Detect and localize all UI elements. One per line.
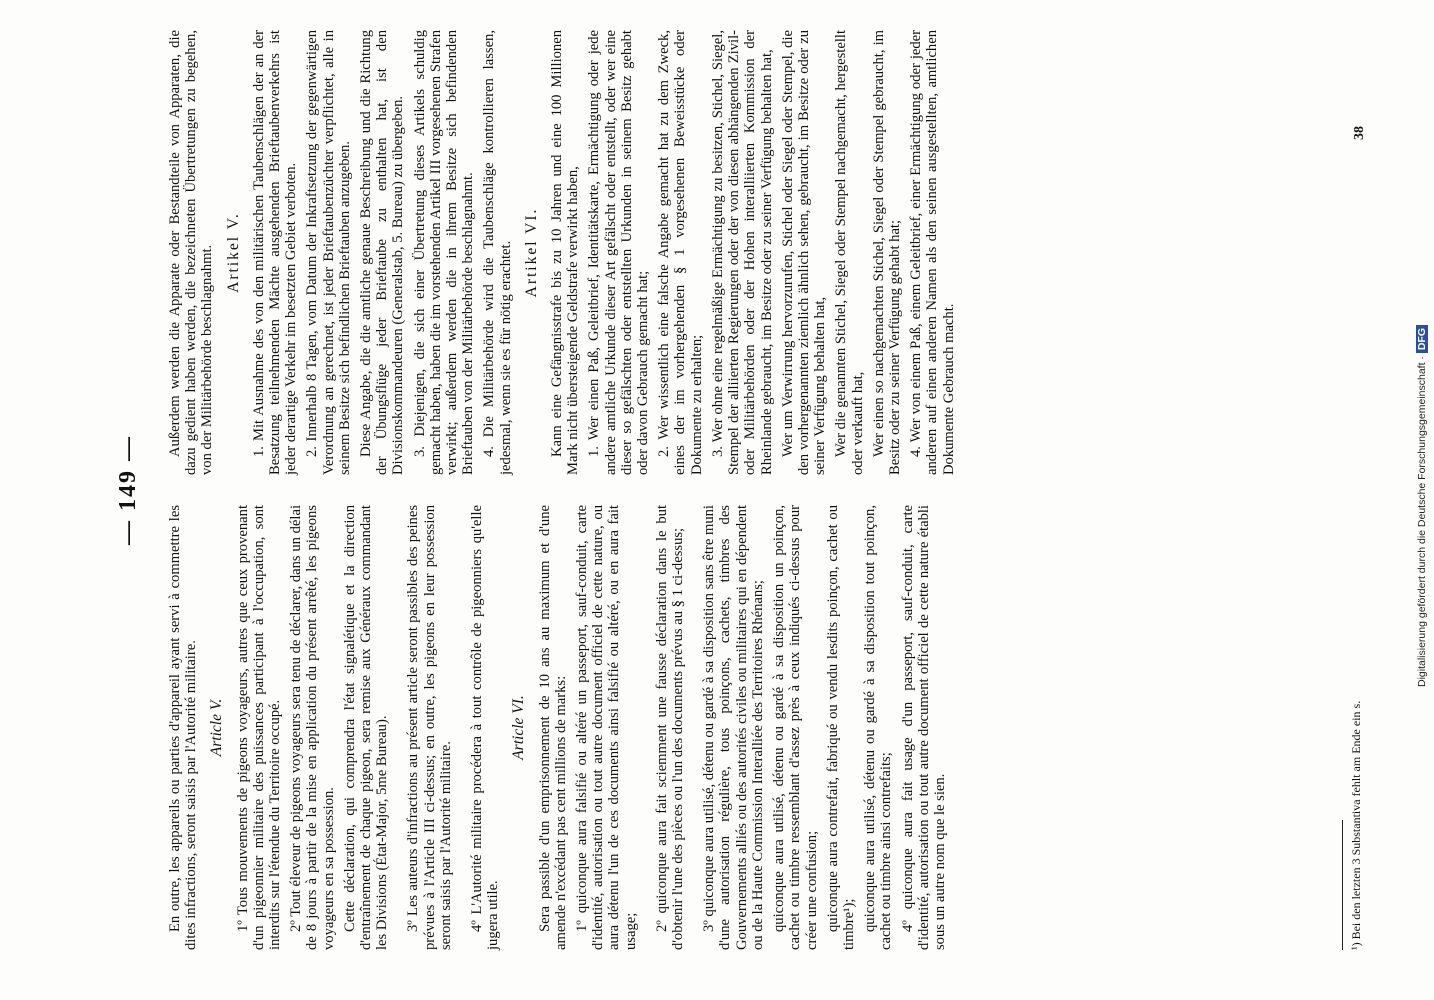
paragraph: 2º Tout éleveur de pigeons voyageurs sera tenu de déclarer, dans un délai de 8 jours à partir de la mise en application du présent arrêté, les pigeons voyageurs en sa possession.	[288, 505, 337, 950]
paragraph: Wer um Verwirrung hervorzurufen, Stichel oder Siegel oder Stempel, die den vorhergenannten ziemlich ähnlich sehen, gebraucht, im Besitze oder zu seiner Verfügung behalten hat,	[779, 30, 829, 475]
paragraph: 3. Diejenigen, die sich einer Übertretung dieses Artikels schuldig gemacht haben, haben die im vorstehenden Artikel III vorgesehenen Strafen verwirkt; außerdem werden die in ihrem Besitze sich befindenden Brieftauben von der Militärbehörde beschlagnahmt.	[411, 30, 477, 475]
paragraph: Cette déclaration, qui comprendra l'état signalétique et la direction d'entraînement de chaque pigeon, sera remise aux Généraux commandant les Divisions (État-Major, 5me Bureau).	[341, 505, 391, 950]
paragraph: 4º quiconque aura fait usage d'un passeport, sauf-conduit, carte d'identité, autorisation ou tout autre document officiel de cette nature établi sous un autre nom que le sien.	[899, 505, 948, 950]
paragraph: Kann eine Gefängnisstrafe bis zu 10 Jahren und eine 100 Millionen Mark nicht übersteigende Geldstrafe verwirkt haben,	[549, 30, 582, 475]
german-column	[167, 30, 962, 475]
credit-text: Digitalisierung gefördert durch die Deutsche Forschungsgemeinschaft ·	[1416, 356, 1428, 688]
article-heading: Artikel V.	[224, 212, 242, 293]
paragraph: 2. Wer wissentlich eine falsche Angabe gemacht hat zu dem Zweck, eines der im vorhergehenden § 1 vorgesehenen Beweisstücke oder Dokumente zu erhalten;	[656, 30, 705, 475]
paragraph: quiconque aura utilisé, détenu ou gardé à sa disposition tout poinçon, cachet ou timbre ainsi contrefaits;	[862, 505, 895, 950]
footnote: ¹) Bei den letzten 3 Substantiva fehlt am Ende ein s.	[1349, 700, 1363, 950]
paragraph: 2. Innerhalb 8 Tagen, vom Datum der Inkraftsetzung der gegenwärtigen Verordnung an gerechnet, ist jeder Brieftaubenzüchter verpflichtet, alle in seinem Besitze sich befindlichen Brieftauben anzugeben.	[304, 30, 353, 475]
paragraph: 2º quiconque aura fait sciemment une fausse déclaration dans le but d'obtenir l'une des pièces ou l'un des documents prévus au § 1 ci-dessus;	[653, 505, 687, 950]
paragraph: 4º L'Autorité militaire procédera à tout contrôle de pigeonniers qu'elle jugera utile.	[469, 505, 502, 950]
page-header: — 149 —	[115, 435, 141, 545]
paragraph: quiconque aura contrefait, fabriqué ou vendu lesdits poinçon, cachet ou timbre¹);	[824, 505, 857, 950]
paragraph: 3º quiconque aura utilisé, détenu ou gardé à sa disposition sans être muni d'une autorisation régulière, tous poinçons, cachets, timbres des Gouvernements alliés ou des autorités civiles ou militaires qui en dépendent ou de la Haute Commission Interalliée des Territoires Rhénans;	[701, 505, 766, 950]
paragraph: Wer die genannten Stichel, Siegel oder Stempel nachgemacht, hergestellt oder verkauft hat,	[833, 30, 866, 475]
article-heading: Article V.	[208, 698, 226, 757]
paragraph: 1. Wer einen Paß, Geleitbrief, Identitätskarte, Ermächtigung oder jede andere amtliche Urkunde dieser Art gefälscht oder entstellt, oder wer eine dieser so gefälschten oder entstellten Urkunden in seinem Besitz gehabt oder davon Gebrauch gemacht hat;	[586, 30, 652, 475]
paragraph: 4. Wer von einem Paß, einem Geleitbrief, einer Ermächtigung oder jeder anderen auf einen anderen Namen als den seinen ausgestellten, amtlichen Dokumente Gebrauch macht.	[908, 30, 957, 475]
footnote-rule	[1342, 820, 1343, 950]
rotated-document-page	[107, 20, 1407, 960]
paragraph: En outre, les appareils ou parties d'appareil ayant servi à commettre les dites infractions, seront saisis par l'Autorité militaire.	[167, 505, 200, 950]
paragraph: Wer einen so nachgemachten Stichel, Siegel oder Stempel gebraucht, im Besitz oder zu seiner Verfügung gehabt hat;	[870, 30, 903, 475]
paragraph: 1º quiconque aura falsifié ou altéré un passeport, sauf-conduit, carte d'identité, autorisation ou tout autre document officiel de cette nature, ou aura détenu l'un de ces documents ainsi falsifié ou altéré, ou en aura fait usage;	[574, 505, 639, 950]
paragraph: 1º Tous mouvements de pigeons voyageurs, autres que ceux provenant d'un pigeonnier militaire des puissances participant à l'occupation, sont interdits sur l'étendue du Territoire occupé.	[234, 505, 284, 950]
paragraph: Außerdem werden die Apparate oder Bestandteile von Apparaten, die dazu gedient haben werden, die bezeichneten Übertretungen zu begehen, von der Militärbehörde beschlagnahmt.	[167, 30, 216, 475]
paragraph: 4. Die Militärbehörde wird die Taubenschläge kontrollieren lassen, jedesmal, wenn sie es für nötig erachtet.	[481, 30, 514, 475]
paragraph: 3. Wer ohne eine regelmäßige Ermächtigung zu besitzen, Stichel, Siegel, Stempel der alliierten Regierungen oder der von diesen abhängenden Zivil- oder Militärbehörden oder der Hohen interalliierten Kommission der Rheinlande gebraucht, im Besitze oder zu seiner Verfügung behalten hat,	[709, 30, 775, 475]
french-column	[167, 505, 953, 950]
paragraph: Diese Angabe, die die amtliche genaue Beschreibung und die Richtung der Übungsflüge jeder Brieftaube zu enthalten hat, ist den Divisionskommandeuren (Generalstab, 5. Bureau) zu übergeben.	[358, 30, 407, 475]
digitization-credit	[1413, 10, 1431, 990]
article-heading: Artikel VI.	[522, 207, 540, 298]
dfg-logo: DFG	[1416, 325, 1428, 353]
folio-number: 38	[1352, 126, 1367, 140]
paragraph: 3º Les auteurs d'infractions au présent article seront passibles des peines prévues à l'Article III ci-dessus; en outre, les pigeons en leur possession seront saisis par l'Autorité militaire.	[405, 505, 454, 950]
paragraph: 1. Mit Ausnahme des von den militärischen Taubenschlägen der an der Besatzung teilnehmenden Mächte ausgehenden Brieftaubenverkehrs ist jeder derartige Verkehr im besetzten Gebiet verboten.	[250, 30, 300, 475]
article-heading: Article VI.	[510, 695, 528, 760]
paragraph: quiconque aura utilisé, détenu ou gardé à sa disposition un poinçon, cachet ou timbre ressemblant d'assez près à ceux indiqués ci-dessus pour créer une confusion;	[771, 505, 820, 950]
paragraph: Sera passible d'un emprisonnement de 10 ans au maximum et d'une amende n'excédant pas cent millions de marks:	[536, 505, 569, 950]
